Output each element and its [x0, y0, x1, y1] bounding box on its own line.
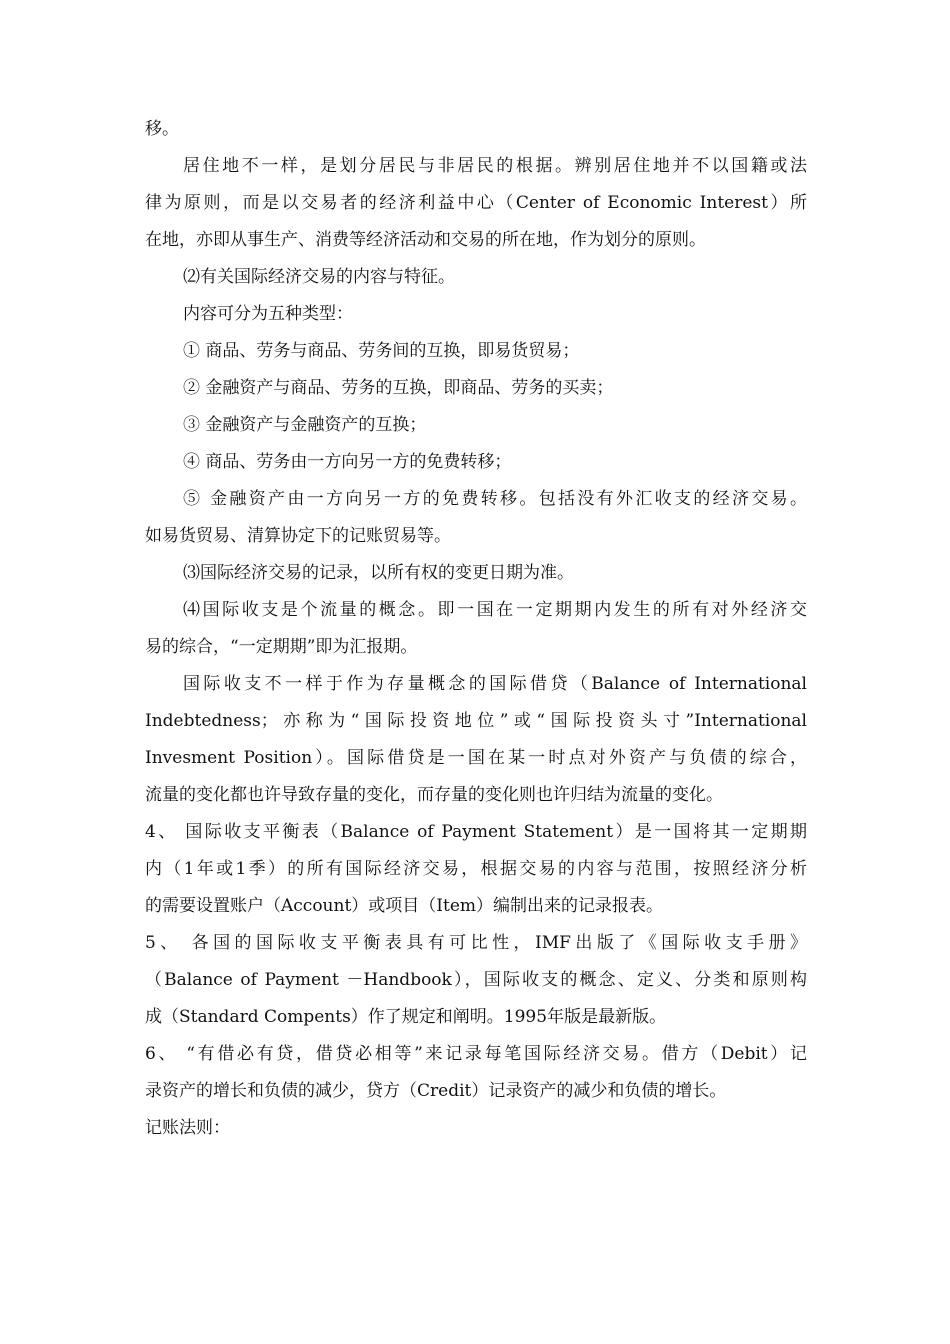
text-line: （Balance of Payment －Handbook），国际收支的概念、定义、分类和原则构	[145, 970, 807, 990]
text-line: 律为原则，而是以交易者的经济利益中心（Center of Economic Interest）所	[145, 193, 807, 213]
text-line: 流量的变化都也许导致存量的变化，而存量的变化则也许归结为流量的变化。	[145, 785, 723, 805]
list-item: ⑤ 金融资产由一方向另一方的免费转移。包括没有外汇收支的经济交易。	[183, 489, 807, 509]
text-line: 记账法则：	[145, 1118, 230, 1138]
numbered-paragraph: 4、 国际收支平衡表（Balance of Payment Statement）是一国将其一定期期	[145, 822, 807, 842]
section-heading: ⑵有关国际经济交易的内容与特征。	[183, 267, 455, 287]
numbered-paragraph: 5、 各国的国际收支平衡表具有可比性，IMF出版了《国际收支手册》	[145, 933, 807, 953]
text-line: 的需要设置账户（Account）或项目（Item）编制出来的记录报表。	[145, 896, 664, 916]
list-item: ① 商品、劳务与商品、劳务间的互换，即易货贸易；	[183, 341, 580, 361]
text-line: 居住地不一样，是划分居民与非居民的根据。辨别居住地并不以国籍或法	[183, 156, 807, 176]
text-line: 内（1年或1季）的所有国际经济交易，根据交易的内容与范围，按照经济分析	[145, 859, 807, 879]
text-line: 如易货贸易、清算协定下的记账贸易等。	[145, 526, 451, 546]
list-item: ④ 商品、劳务由一方向另一方的免费转移；	[183, 452, 512, 472]
text-line: 国际收支不一样于作为存量概念的国际借贷（Balance of International	[183, 674, 807, 694]
section-heading: ⑶国际经济交易的记录，以所有权的变更日期为准。	[183, 563, 574, 583]
text-line: 内容可分为五种类型：	[183, 304, 353, 324]
text-line: 录资产的增长和负债的减少，贷方（Credit）记录资产的减少和负债的增长。	[145, 1081, 727, 1101]
numbered-paragraph: 6、 “有借必有贷，借贷必相等”来记录每笔国际经济交易。借方（Debit）记	[145, 1044, 807, 1064]
text-line: 成（Standard Compents）作了规定和阐明。1995年版是最新版。	[145, 1007, 667, 1027]
list-item: ③ 金融资产与金融资产的互换；	[183, 415, 427, 435]
text-line: 在地，亦即从事生产、消费等经济活动和交易的所在地，作为划分的原则。	[145, 230, 706, 250]
text-line: 易的综合，“一定期期”即为汇报期。	[145, 637, 418, 657]
section-heading: ⑷国际收支是个流量的概念。即一国在一定期期内发生的所有对外经济交	[183, 600, 807, 620]
text-line: Indebtedness；亦称为“国际投资地位”或“国际投资头寸”International	[145, 711, 807, 731]
text-line: Invesment Position）。国际借贷是一国在某一时点对外资产与负债的综合，	[145, 748, 807, 768]
text-line: 移。	[145, 119, 179, 139]
list-item: ② 金融资产与商品、劳务的互换，即商品、劳务的买卖；	[183, 378, 614, 398]
